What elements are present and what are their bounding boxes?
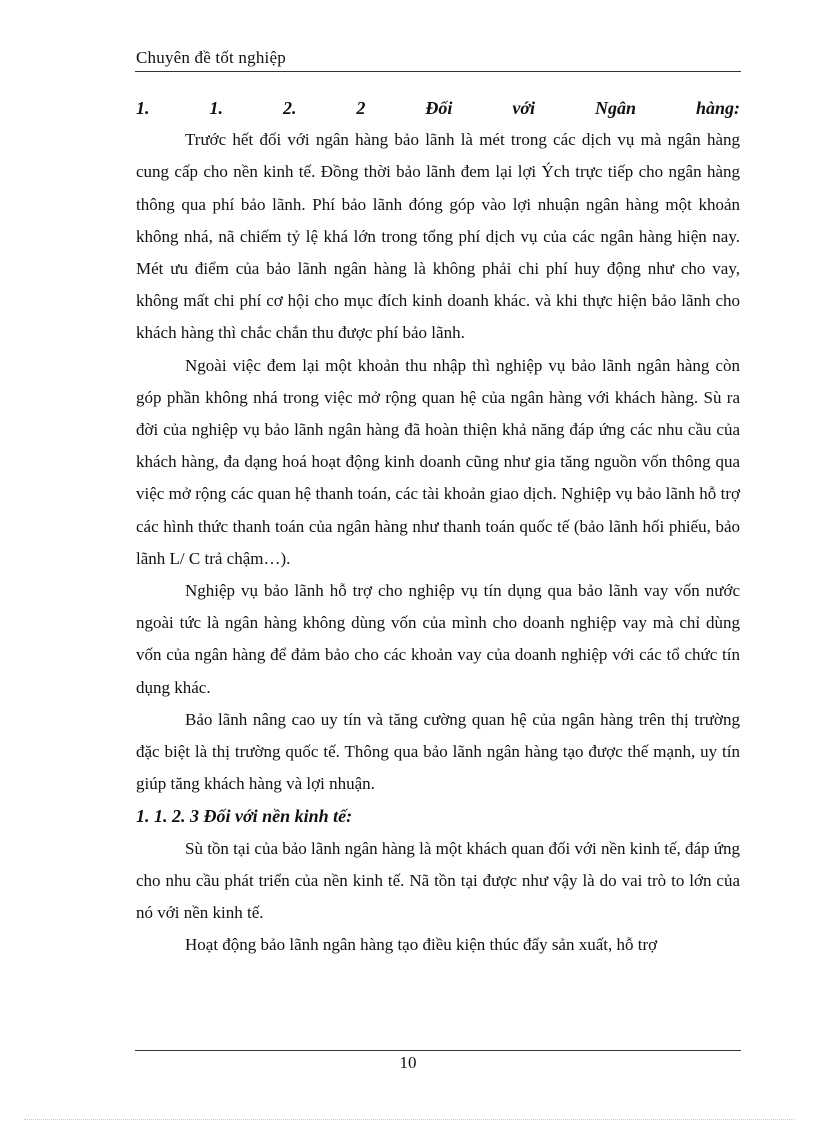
header-rule [135, 71, 741, 72]
paragraph-2: Ngoài việc đem lại một khoản thu nhập thì nghiệp vụ bảo lãnh ngân hàng còn góp phần không nhá trong việc mở rộng quan hệ của ngân hàng với khách hàng. Sù ra đời của nghiệp vụ bảo lãnh ngân hàng đã hoàn thiện khả năng đáp ứng các nhu cầu của khách hàng, đa dạng hoá hoạt động kinh doanh cũng như gia tăng nguồn vốn thông qua việc mở rộng các quan hệ thanh toán, các tài khoản giao dịch. Nghiệp vụ bảo lãnh hỗ trợ các hình thức thanh toán của ngân hàng như thanh toán quốc tế (bảo lãnh hối phiếu, bảo lãnh L/ C trả chậm…). [136, 355, 740, 568]
footer-rule [135, 1050, 741, 1051]
paragraph-1: Trước hết đối với ngân hàng bảo lãnh là mét trong các dịch vụ mà ngân hàng cung cấp cho nền kinh tế. Đồng thời bảo lãnh đem lại lợi Ých trực tiếp cho ngân hàng thông qua phí bảo lãnh. Phí bảo lãnh đóng góp vào lợi nhuận ngân hàng một khoản không nhá, nã chiếm tỷ lệ khá lớn trong tổng phí dịch vụ của các ngân hàng hiện nay. Mét ưu điểm của bảo lãnh ngân hàng là không phải chi phí huy động như cho vay, không mất chi phí cơ hội cho mục đích kinh doanh khác. và khi thực hiện bảo lãnh cho khách hàng thì chắc chắn thu được phí bảo lãnh. [136, 130, 740, 343]
paragraph-4: Bảo lãnh nâng cao uy tín và tăng cường quan hệ của ngân hàng trên thị trường đặc biệt là thị trường quốc tế. Thông qua bảo lãnh ngân hàng tạo được thế mạnh, uy tín giúp tăng khách hàng và lợi nhuận. [136, 709, 740, 794]
paragraph-6: Hoạt động bảo lãnh ngân hàng tạo điều kiện thúc đẩy sản xuất, hỗ trợ [185, 935, 658, 955]
page-bottom-dotted-line [24, 1119, 794, 1120]
section-heading-bank: 1. 1. 2. 2 Đối với Ngân hàng: [136, 98, 740, 118]
section-heading-economy: 1. 1. 2. 3 Đối với nền kinh tế: [136, 806, 353, 827]
page-number: 10 [399, 1053, 417, 1072]
paragraph-5: Sù tồn tại của bảo lãnh ngân hàng là một khách quan đối với nền kinh tế, đáp ứng cho nhu cầu phát triển của nền kinh tế. Nã tồn tại được như vậy là do vai trò to lớn của nó với nền kinh tế. [136, 838, 740, 923]
body-content [136, 92, 740, 961]
paragraph-3: Nghiệp vụ bảo lãnh hỗ trợ cho nghiệp vụ tín dụng qua bảo lãnh vay vốn nước ngoài tức là ngân hàng không dùng vốn của mình cho doanh nghiệp vay mà chỉ dùng vốn của ngân hàng để đảm bảo cho các khoản vay của doanh nghiệp với các tổ chức tín dụng khác. [136, 581, 740, 697]
page-header-title: Chuyên đề tốt nghiệp [136, 48, 286, 67]
